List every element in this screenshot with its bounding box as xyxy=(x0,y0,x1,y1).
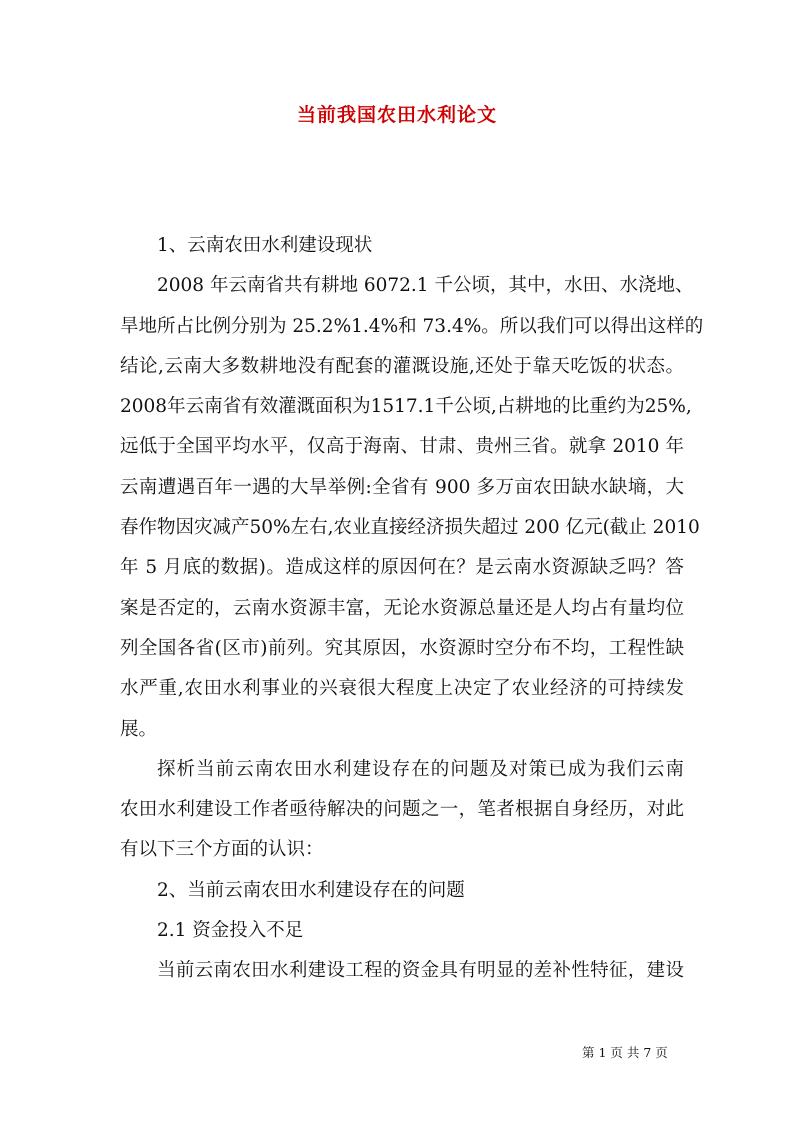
page-footer: 第 1 页 共 7 页 xyxy=(582,1045,668,1060)
paragraph-line: 年 5 月底的数据)。造成这样的原因何在？是云南水资源缺乏吗？答 xyxy=(120,557,684,579)
paragraph-line: 探析当前云南农田水利建设存在的问题及对策已成为我们云南 xyxy=(157,758,684,780)
paragraph-line: 结论,云南大多数耕地没有配套的灌溉设施,还处于靠天吃饭的状态。 xyxy=(120,355,684,377)
paragraph-line: 列全国各省(区市)前列。究其原因，水资源时空分布不均，工程性缺 xyxy=(120,637,684,659)
paragraph-line: 2008年云南省有效灌溉面积为1517.1千公顷,占耕地的比重约为25%, xyxy=(120,396,692,418)
section-heading: 1、云南农田水利建设现状 xyxy=(157,235,373,256)
paragraph-line: 有以下三个方面的认识： xyxy=(120,839,324,861)
paragraph-line: 农田水利建设工作者亟待解决的问题之一，笔者根据自身经历，对此 xyxy=(120,799,684,821)
paragraph-line: 远低于全国平均水平，仅高于海南、甘肃、贵州三省。就拿 2010 年 xyxy=(120,436,684,458)
document-title: 当前我国农田水利论文 xyxy=(296,104,497,126)
paragraph-line: 2008 年云南省共有耕地 6072.1 千公顷，其中，水田、水浇地、 xyxy=(157,275,694,297)
paragraph-line: 云南遭遇百年一遇的大旱举例:全省有 900 多万亩农田缺水缺墒，大 xyxy=(120,476,684,498)
paragraph-line: 当前云南农田水利建设工程的资金具有明显的差补性特征，建设 xyxy=(157,960,684,982)
section-heading: 2、当前云南农田水利建设存在的问题 xyxy=(157,879,465,901)
paragraph-line: 水严重,农田水利事业的兴衰很大程度上决定了农业经济的可持续发 xyxy=(120,678,684,700)
subsection-heading: 2.1 资金投入不足 xyxy=(157,920,304,942)
paragraph-line: 旱地所占比例分别为 25.2%1.4%和 73.4%。所以我们可以得出这样的 xyxy=(120,315,704,337)
paragraph-line: 展。 xyxy=(120,718,158,740)
document-body xyxy=(120,226,704,992)
paragraph-line: 案是否定的，云南水资源丰富，无论水资源总量还是人均占有量均位 xyxy=(120,597,684,619)
paragraph-line: 春作物因灾减产50%左右,农业直接经济损失超过 200 亿元(截止 2010 xyxy=(120,517,700,539)
